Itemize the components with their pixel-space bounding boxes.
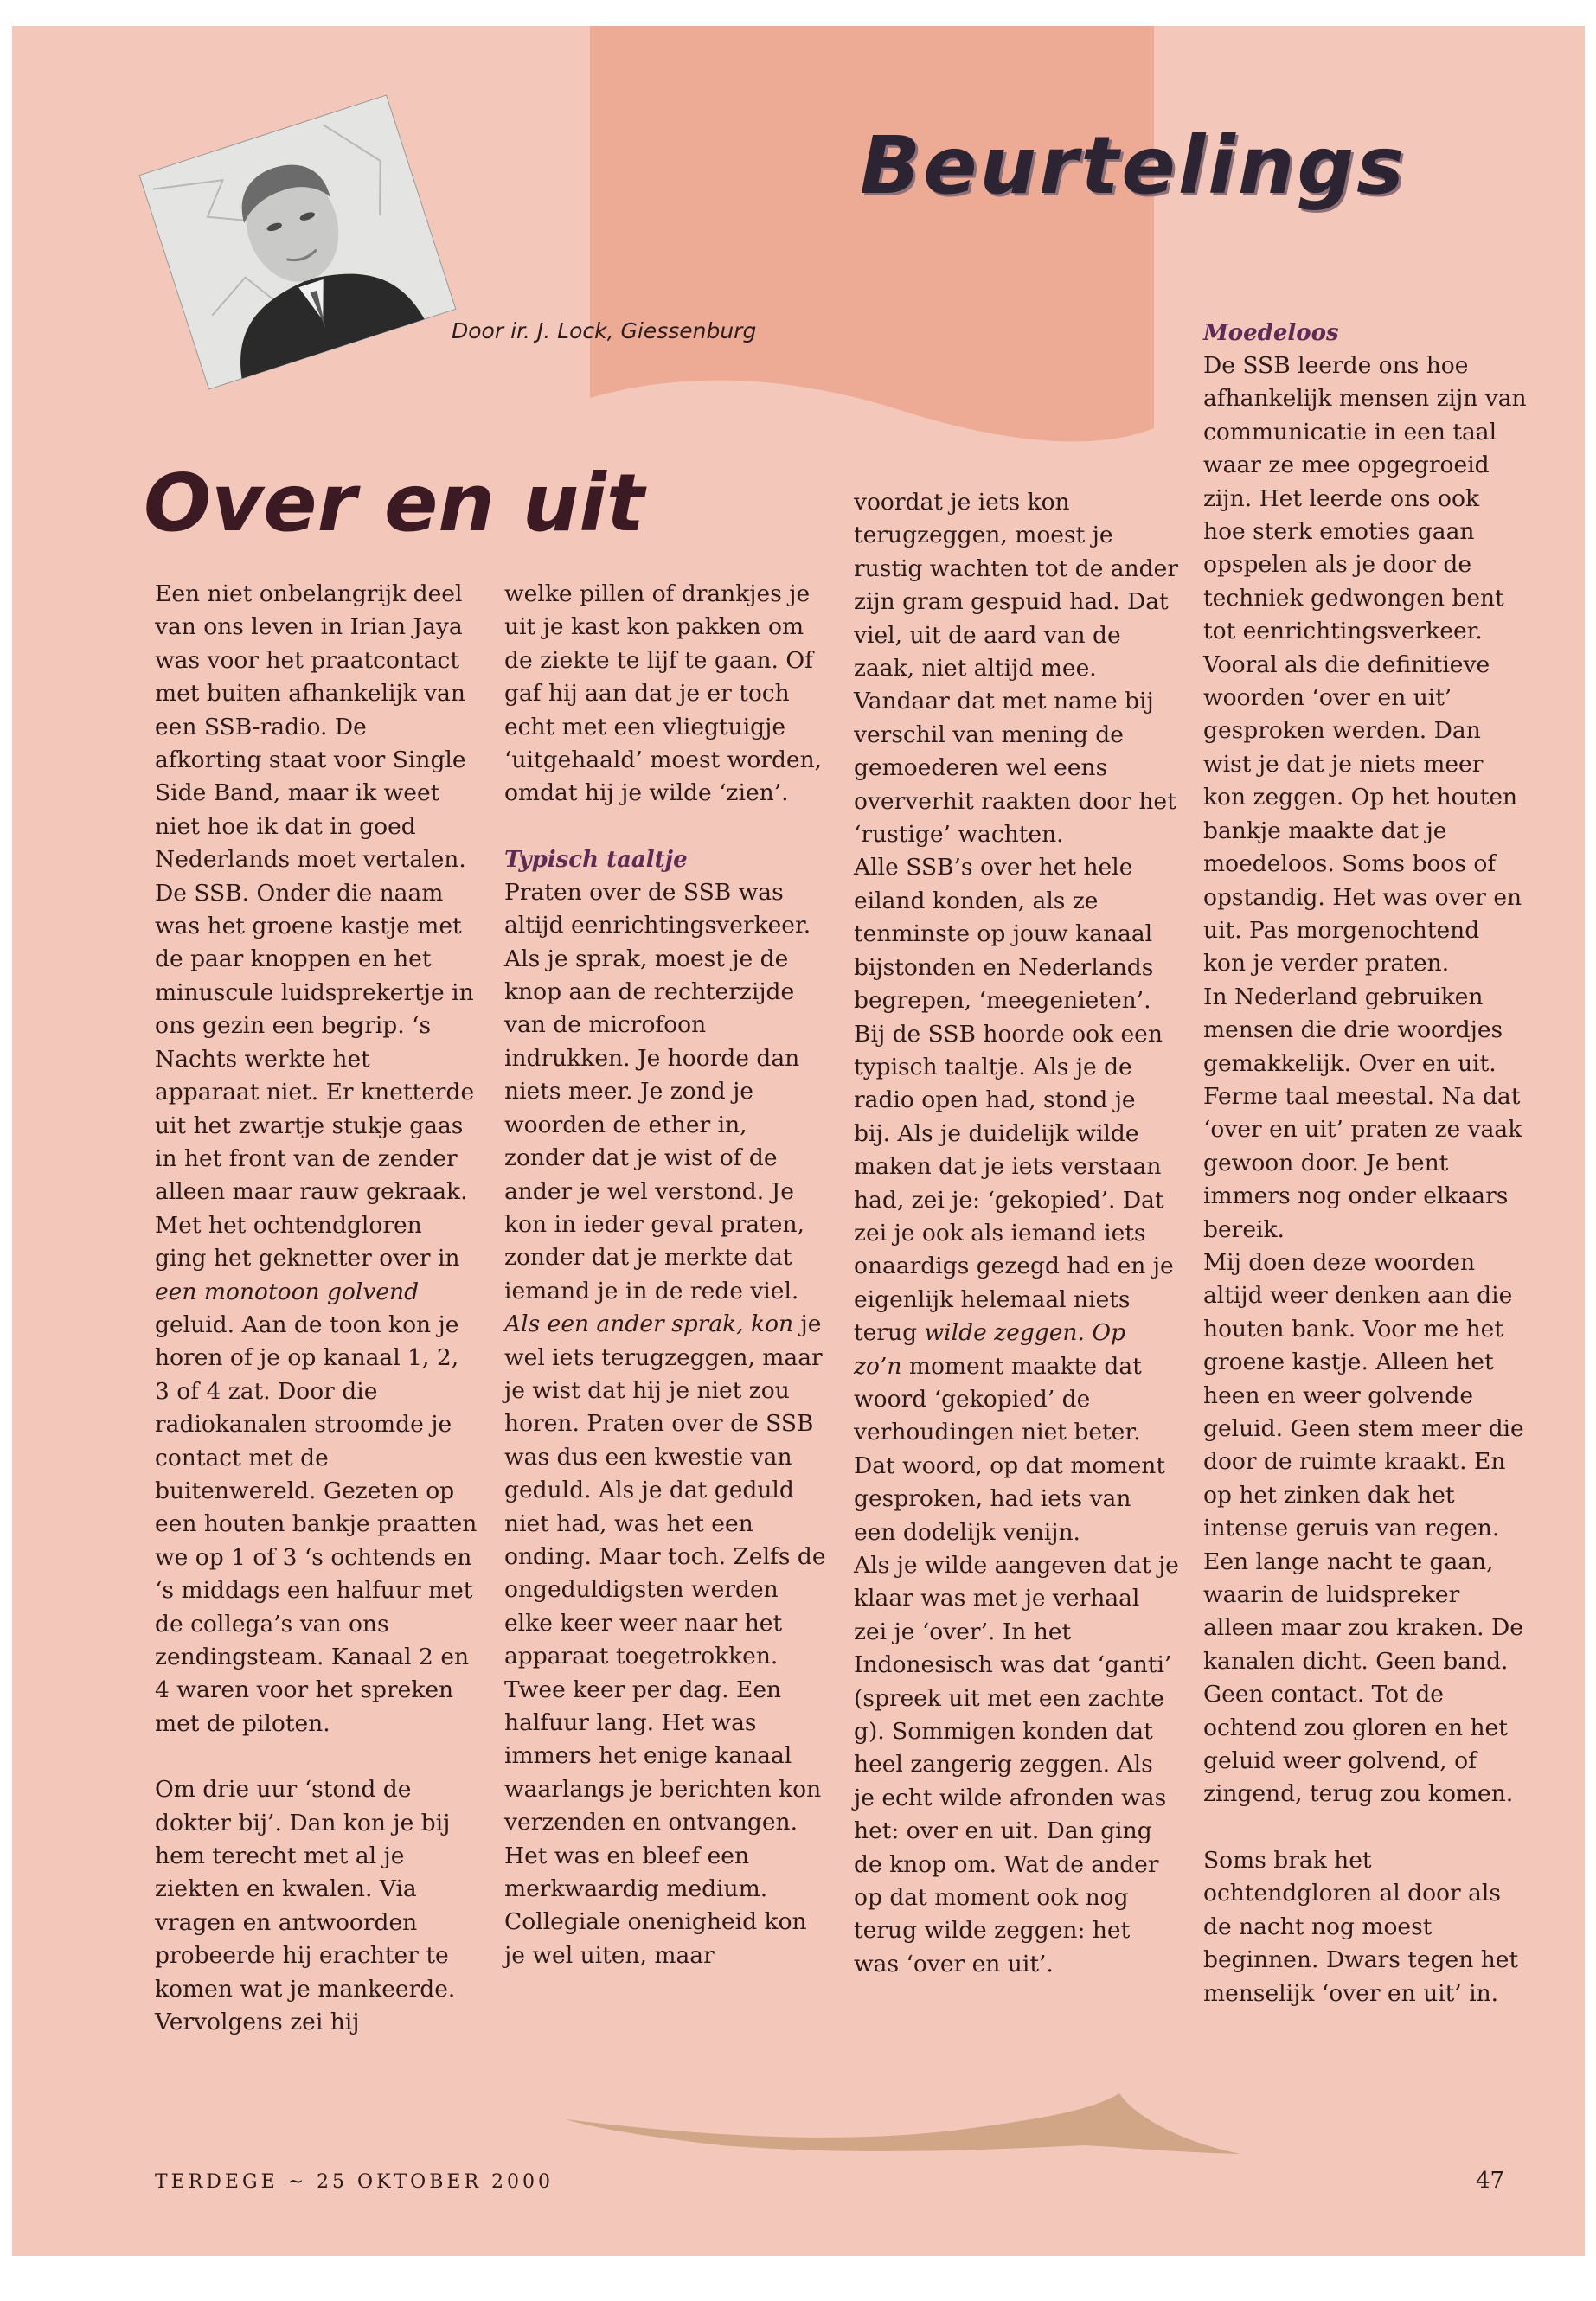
paragraph: Een niet onbelangrijk deel van ons leven in Irian Jaya was voor het praatcontact met buiten afhankelijk van een SSB-radio. De afkorting staat voor Single Side Band, maar ik weet niet hoe ik dat in goed Nederlands moet vertalen.: [155, 580, 466, 874]
paragraph: Om drie uur ‘stond de dokter bij’. Dan kon je bij hem terecht met al je ziekten en kwalen. Via vragen en antwoorden probeerde hij erachter te komen wat je mankeerde. Vervolgens zei hij: [155, 1776, 456, 2036]
article-column-4: [1203, 317, 1529, 2010]
paragraph: De SSB. Onder die naam was het groene kastje met de paar knoppen en het minuscule luidsprekertje in ons gezin een begrip. ‘s Nachts werkte het apparaat niet. Er knetterde uit het zwartje stukje gaas in het front van de zender alleen maar rauw gekraak.: [155, 879, 475, 1206]
page-number: 47: [1476, 2168, 1505, 2194]
byline: Door ir. J. Lock, Giessenburg: [452, 318, 757, 343]
article-column-2: [504, 578, 830, 1972]
article-column-1: [155, 578, 480, 2039]
subheading-typisch-taaltje: Typisch taaltje: [504, 846, 688, 873]
paragraph: Mij doen deze woorden altijd weer denken aan die houten bank. Voor me het groene kastje. Alleen het heen en weer golvende geluid. Geen stem meer die door de ruimte kraakt. En op het zinken dak het intense geruis van regen. Een lange nacht te gaan, waarin de luidspreker alleen maar zou kraken. De kanalen dicht. Geen band. Geen contact. Tot de ochtend zou gloren en het geluid weer golvend, of zingend, terug zou komen.: [1203, 1248, 1524, 1808]
article-headline: Over en uit: [144, 457, 644, 549]
paragraph: Met het ochtendgloren ging het geknetter over in een monotoon golvend geluid. Aan de toon kon je horen of je op kanaal 1, 2, 3 of 4 zat. Door die radiokanalen stroomde je contact met de buitenwereld. Gezeten op een houten bankje praatten we op 1 of 3 ‘s ochtends en ‘s middags een halfuur met de collega’s van ons zendingsteam. Kanaal 2 en 4 waren voor het spreken met de piloten.: [155, 1211, 478, 1737]
paragraph: welke pillen of drankjes je uit je kast kon pakken om de ziekte te lijf te gaan. Of gaf hij aan dat je er toch echt met een vliegtuigje ‘uitgehaald’ moest worden, omdat hij je wilde ‘zien’.: [504, 580, 823, 807]
author-photo: [142, 112, 453, 372]
section-rubric: Beurtelings: [860, 119, 1407, 212]
paragraph: voordat je iets kon terugzeggen, moest je rustig wachten tot de ander zijn gram gespuid had. Dat viel, uit de aard van de zaak, niet altijd mee. Vandaar dat met name bij verschil van mening de gemoederen wel eens oververhit raakten door het ‘rustige’ wachten.: [854, 489, 1178, 849]
paragraph: Praten over de SSB was altijd eenrichtingsverkeer. Als je sprak, moest je de knop aan de rechterzijde van de microfoon indrukken. Je hoorde dan niets meer. Je zond je woorden de ether in, zonder dat je wist of de ander je wel verstond. Je kon in ieder geval praten, zonder dat je merkte dat iemand je in de rede viel. Als een ander sprak, kon je wel iets terugzeggen, maar je wist dat hij je niet zou horen. Praten over de SSB was dus een kwestie van geduld. Als je dat geduld niet had, was het een onding. Maar toch. Zelfs de ongeduldigsten werden elke keer weer naar het apparaat toegetrokken. Twee keer per dag. Een halfuur lang. Het was immers het enige kanaal waarlangs je berichten kon verzenden en ontvangen.: [504, 878, 826, 1836]
publication-footer: TERDEGE ~ 25 OKTOBER 2000: [155, 2171, 554, 2193]
paragraph: Alle SSB’s over het hele eiland konden, als ze tenminste op jouw kanaal bijstonden en Nederlands begrepen, ‘meegenieten’.: [854, 854, 1154, 1015]
paragraph: Soms brak het ochtendgloren al door als de nacht nog moest beginnen. Dwars tegen het menselijk ‘over en uit’ in.: [1203, 1846, 1519, 2007]
decorative-swoosh: [566, 2085, 1240, 2163]
magazine-page: [12, 26, 1585, 2256]
paragraph: Het was en bleef een merkwaardig medium. Collegiale onenigheid kon je wel uiten, maar: [504, 1842, 807, 1969]
subheading-moedeloos: Moedeloos: [1203, 320, 1339, 346]
paragraph: In Nederland gebruiken mensen die drie woordjes gemakkelijk. Over en uit. Ferme taal meestal. Na dat ‘over en uit’ praten ze vaak gewoon door. Je bent immers nog onder elkaars bereik.: [1203, 983, 1522, 1243]
paragraph: Bij de SSB hoorde ook een typisch taaltje. Als je de radio open had, stond je bij. Als je duidelijk wilde maken dat je iets verstaan had, zei je: ‘gekopied’. Dat zei je ook als iemand iets onaardigs gezegd had en je eigenlijk helemaal niets terug wilde zeggen. Op zo’n moment maakte dat woord ‘gekopied’ de verhoudingen niet beter. Dat woord, op dat moment gesproken, had iets van een dodelijk venijn.: [854, 1020, 1174, 1546]
paragraph: Als je wilde aangeven dat je klaar was met je verhaal zei je ‘over’. In het Indonesisch was dat ‘ganti’ (spreek uit met een zachte g). Sommigen konden dat heel zangerig zeggen. Als je echt wilde afronden was het: over en uit. Dan ging de knop om. Wat de ander op dat moment ook nog terug wilde zeggen: het was ‘over en uit’.: [854, 1552, 1179, 1977]
paragraph: De SSB leerde ons hoe afhankelijk mensen zijn van communicatie in een taal waar ze mee opgegroeid zijn. Het leerde ons ook hoe sterk emoties gaan opspelen als je door de techniek gedwongen bent tot eenrichtingsverkeer. Vooral als die definitieve woorden ‘over en uit’ gesproken werden. Dan wist je dat je niets meer kon zeggen. Op het houten bankje maakte dat je moedeloos. Soms boos of opstandig. Het was over en uit. Pas morgenochtend kon je verder praten.: [1203, 352, 1527, 977]
article-column-3: [854, 486, 1179, 1981]
